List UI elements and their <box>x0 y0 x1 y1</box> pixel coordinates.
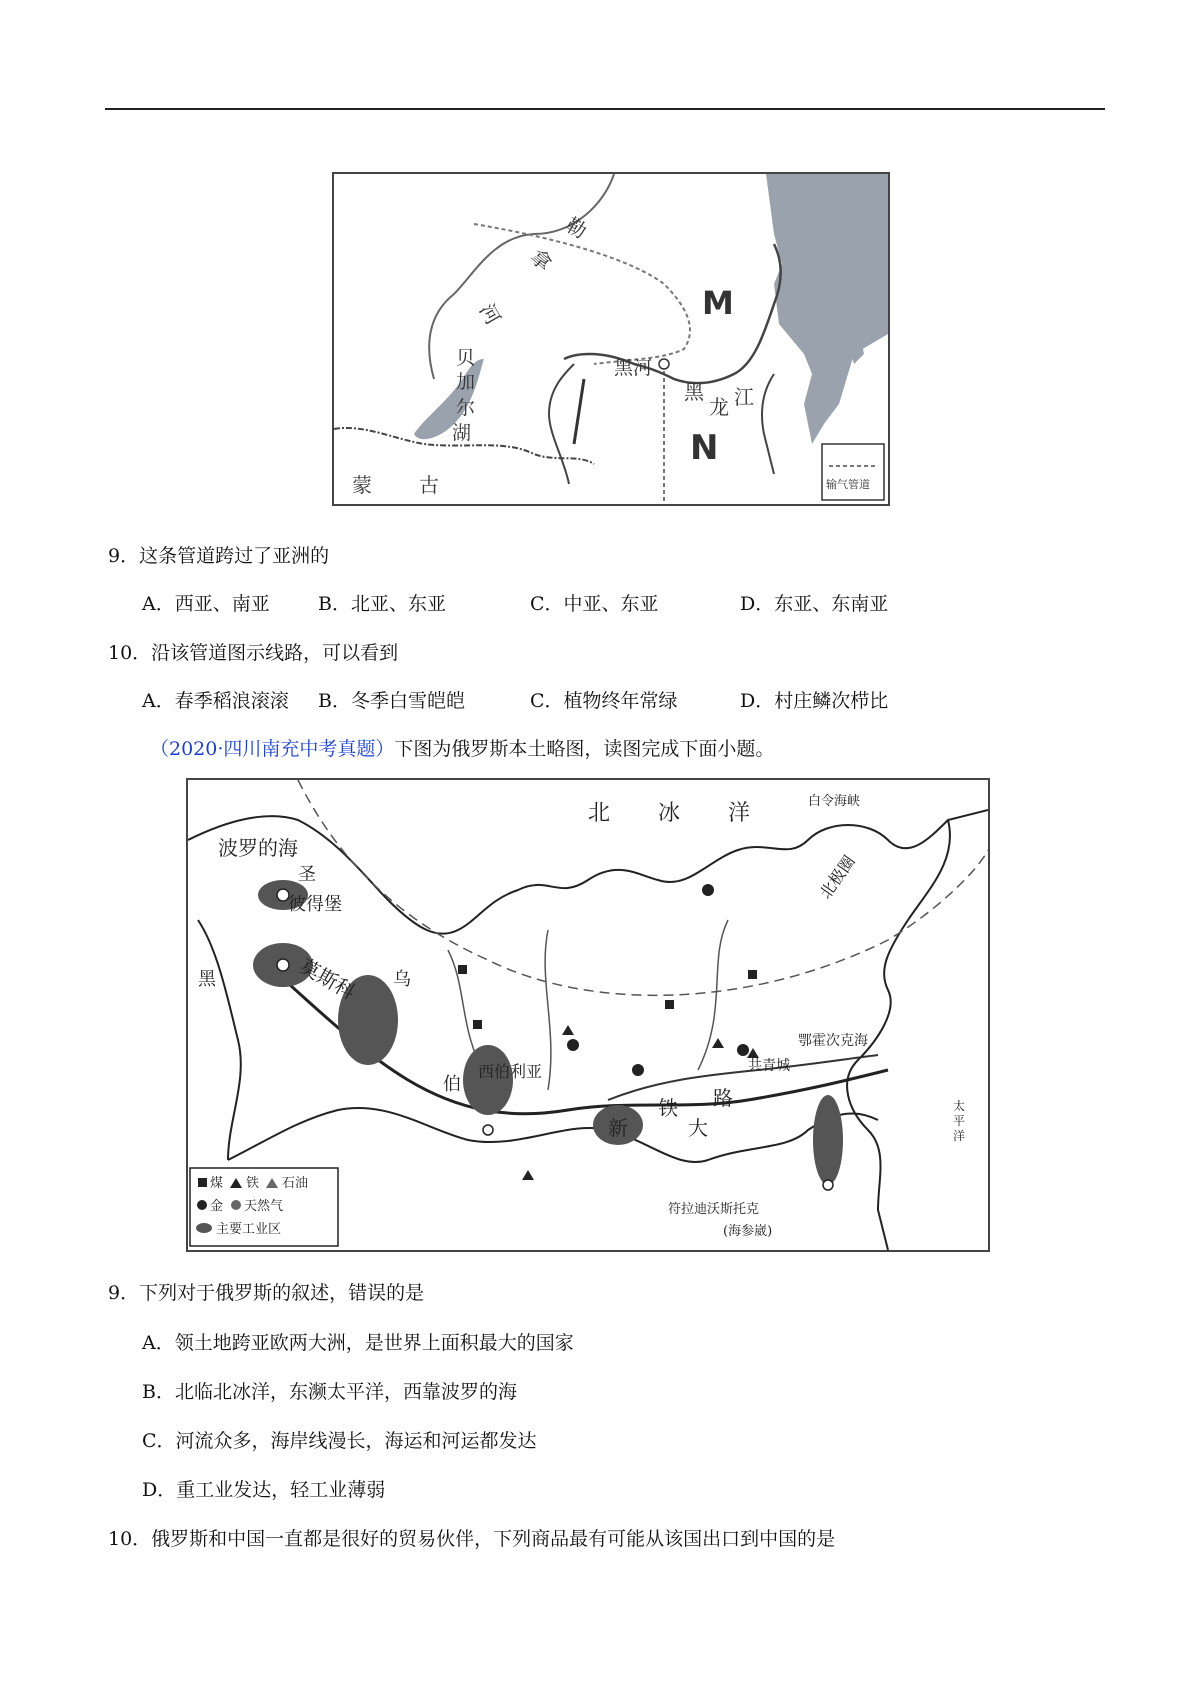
label-xin: 新 <box>608 1116 628 1140</box>
legend-box <box>822 444 884 500</box>
coal-symbol <box>748 970 757 979</box>
sea-area <box>766 174 888 444</box>
label-arctic-circle: 北极圈 <box>815 852 859 903</box>
question-intro <box>150 736 774 762</box>
label-er: 尔 <box>456 397 476 419</box>
label-bei: 贝 <box>456 347 476 369</box>
label-le: 勒 <box>561 212 591 244</box>
gold-symbol <box>567 1039 579 1051</box>
label-da: 大 <box>688 1116 708 1140</box>
legend-gold-symbol <box>197 1200 207 1210</box>
bam-railway <box>608 1055 878 1100</box>
border-line <box>549 364 574 484</box>
label-haishenwai: (海参崴) <box>723 1224 773 1239</box>
label-m: M <box>702 284 734 322</box>
rail-line <box>574 379 584 444</box>
label-vladivostok: 符拉迪沃斯托克 <box>668 1202 760 1217</box>
label-hu: 湖 <box>452 422 472 444</box>
question-10b: 10．俄罗斯和中国一直都是很好的贸易伙伴，下列商品最有可能从该国出口到中国的是 <box>108 1528 836 1550</box>
option-9b-a[interactable]: A．领土地跨亚欧两大洲，是世界上面积最大的国家 <box>142 1332 574 1354</box>
iron-symbol <box>562 1025 574 1035</box>
gold-symbol <box>702 884 714 896</box>
label-mosike: 莫斯科 <box>295 953 360 1005</box>
option-9a-a[interactable]: A．西亚、南亚 <box>142 593 270 615</box>
coal-symbol <box>665 1000 674 1009</box>
label-meng: 蒙 <box>352 473 372 497</box>
heihe-city <box>659 359 669 369</box>
label-xiboliya: 西伯利亚 <box>478 1062 543 1081</box>
label-n: N <box>690 428 719 468</box>
label-bo: 伯 <box>443 1074 461 1095</box>
option-10a-d[interactable]: D．村庄鳞次栉比 <box>740 690 889 712</box>
legend-oil: 石油 <box>282 1176 309 1191</box>
label-hei: 黑 <box>684 380 704 404</box>
label-gongqingcheng: 共青城 <box>748 1058 790 1074</box>
gold-symbol <box>632 1064 644 1076</box>
label-bide: 彼得堡 <box>288 894 342 915</box>
gold-symbol <box>737 1044 749 1056</box>
label-bering: 白令海峡 <box>808 794 861 809</box>
option-9a-c[interactable]: C．中亚、东亚 <box>530 593 659 615</box>
option-10a-a[interactable]: A．春季稻浪滚滚 <box>142 690 289 712</box>
question-10a: 10．沿该管道图示线路，可以看到 <box>108 642 399 664</box>
label-wu: 乌 <box>393 969 411 990</box>
option-9a-b[interactable]: B．北亚、东亚 <box>318 593 446 615</box>
legend-gold: 金 <box>210 1199 224 1214</box>
option-9b-b[interactable]: B．北临北冰洋，东濒太平洋，西靠波罗的海 <box>142 1381 517 1403</box>
legend-industry: 主要工业区 <box>216 1222 282 1237</box>
iron-symbol <box>712 1038 724 1048</box>
intro-text: 下图为俄罗斯本土略图，读图完成下面小题。 <box>394 738 775 760</box>
question-9a: 9．这条管道跨过了亚洲的 <box>108 545 330 567</box>
city-dot <box>483 1125 493 1135</box>
label-heihe: 黑河 <box>614 357 653 379</box>
question-9b: 9．下列对于俄罗斯的叙述，错误的是 <box>108 1282 425 1304</box>
legend-coal-symbol <box>198 1178 207 1187</box>
legend-industry-symbol <box>196 1223 212 1233</box>
pipeline-map <box>332 172 890 506</box>
coal-symbol <box>458 965 467 974</box>
industry-zone-fareast <box>813 1095 843 1185</box>
label-yang: 洋 <box>728 801 751 826</box>
southern-border <box>228 1108 878 1162</box>
gas-pipeline <box>474 224 690 504</box>
label-yang2: 洋 <box>953 1129 966 1143</box>
label-he: 河 <box>474 299 506 329</box>
label-tie: 铁 <box>658 1096 678 1120</box>
question-10a-options <box>142 688 1042 714</box>
option-9b-d[interactable]: D．重工业发达，轻工业薄弱 <box>142 1479 386 1501</box>
label-bing: 冰 <box>658 801 681 826</box>
coal-symbol <box>473 1020 482 1029</box>
label-long: 龙 <box>709 395 729 419</box>
question-9a-options <box>142 591 1042 617</box>
iron-symbol <box>522 1170 534 1180</box>
label-hei: 黑 <box>198 969 216 990</box>
legend-gas-symbol <box>231 1200 241 1210</box>
question-source: （2020·四川南充中考真题） <box>150 738 395 760</box>
label-ping: 平 <box>953 1114 966 1128</box>
legend-coal: 煤 <box>210 1176 224 1191</box>
legend-gas: 天然气 <box>244 1199 284 1214</box>
western-border <box>198 920 241 1160</box>
label-jia: 加 <box>456 371 476 393</box>
option-9a-d[interactable]: D．东亚、东南亚 <box>740 593 889 615</box>
legend-label: 输气管道 <box>826 478 870 491</box>
label-jiang: 江 <box>734 385 754 409</box>
label-na: 拿 <box>525 244 557 276</box>
label-okhotsk: 鄂霍次克海 <box>798 1033 868 1049</box>
option-10a-c[interactable]: C．植物终年常绿 <box>530 690 678 712</box>
option-10a-b[interactable]: B．冬季白雪皑皑 <box>318 690 465 712</box>
header-rule <box>105 108 1105 110</box>
label-baltic: 波罗的海 <box>218 836 298 860</box>
legend-iron: 铁 <box>246 1176 260 1191</box>
label-bei: 北 <box>588 801 611 826</box>
option-9b-c[interactable]: C．河流众多，海岸线漫长，海运和河运都发达 <box>142 1430 537 1452</box>
label-gu: 古 <box>419 473 439 497</box>
east-border <box>762 374 774 474</box>
city-dot <box>823 1180 833 1190</box>
label-tai: 太 <box>953 1099 966 1113</box>
heilongjiang-river <box>564 244 781 383</box>
label-lu: 路 <box>713 1086 733 1110</box>
city-dot <box>277 959 289 971</box>
label-sheng: 圣 <box>298 864 316 885</box>
russia-map <box>186 778 990 1252</box>
river-yenisei <box>545 930 551 1090</box>
